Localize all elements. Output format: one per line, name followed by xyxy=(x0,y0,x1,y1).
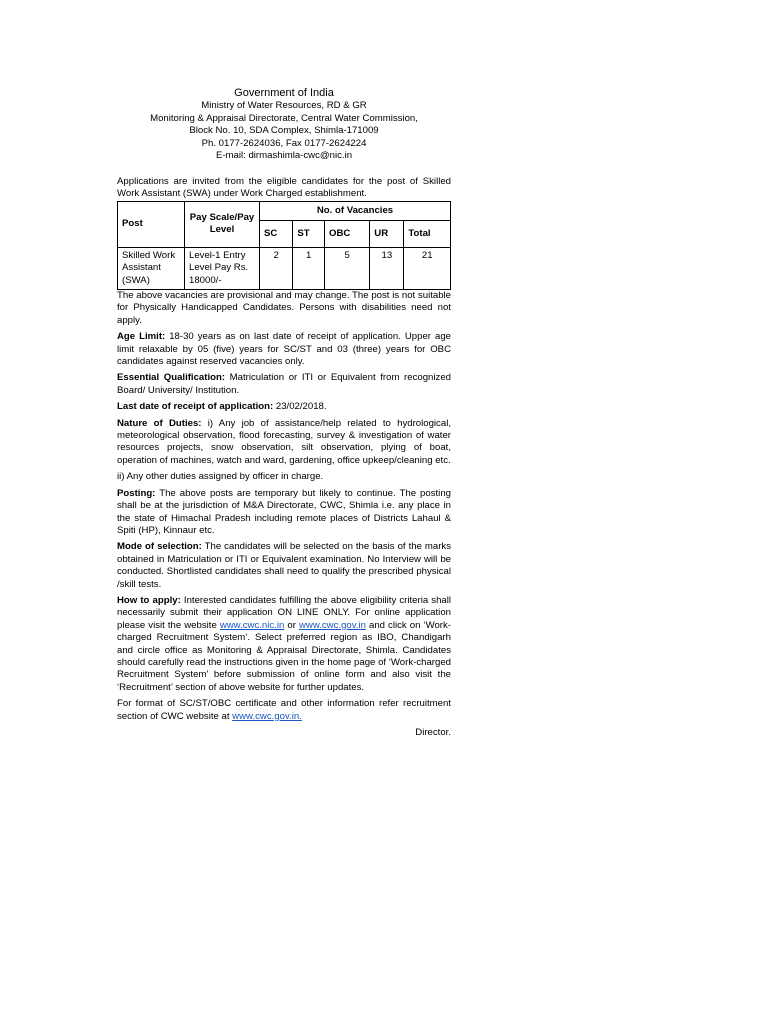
header-directorate: Monitoring & Appraisal Directorate, Central Water Commission, xyxy=(150,112,418,124)
apply-label: How to apply: xyxy=(117,594,181,606)
posting-label: Posting: xyxy=(117,487,156,499)
last-date-paragraph xyxy=(117,401,451,413)
selection-label: Mode of selection: xyxy=(117,541,202,553)
cell-pay: Level-1 Entry Level Pay Rs. 18000/- xyxy=(185,247,260,289)
qualification-label: Essential Qualification: xyxy=(117,372,226,384)
table-header-row xyxy=(118,201,451,220)
header-address: Block No. 10, SDA Complex, Shimla-171009 xyxy=(189,125,379,137)
intro-text: Applications are invited from the eligible candidates for the post of Skilled Work Assistant (SWA) under Work Charged establishment. xyxy=(117,175,451,200)
header-phone: Ph. 0177-2624036, Fax 0177-2624224 xyxy=(201,137,367,149)
signature: Director. xyxy=(415,727,451,738)
col-st: ST xyxy=(293,220,325,247)
col-sc: SC xyxy=(260,220,293,247)
apply-text-3: and click on ‘Work-charged Recruitment System’. Select preferred region as IBO, Chandigarh and circle office as Monitoring & Appraisal Directorate, Shimla. Candidates should carefully read the instructions given in the home page of ‘Work-charged Recruitment System’ before submission of online form and also visit the ‘Recruitment’ section of above website for further updates. xyxy=(117,619,451,693)
col-ur: UR xyxy=(370,220,404,247)
apply-text-2: or xyxy=(284,619,299,631)
note-paragraph: The above vacancies are provisional and may change. The post is not suitable for Physically Handicapped Candidates. Persons with disabilities need not apply. xyxy=(117,290,451,326)
header-government: Government of India xyxy=(234,87,334,99)
qualification-text: Matriculation or ITI or Equivalent from recognized Board/ University/ Institution. xyxy=(117,372,451,396)
col-obc: OBC xyxy=(325,220,370,247)
letterhead xyxy=(117,86,451,163)
notice-body xyxy=(117,86,451,739)
posting-paragraph xyxy=(117,488,451,538)
cell-st: 1 xyxy=(293,247,325,289)
duties-paragraph xyxy=(117,418,451,468)
col-post: Post xyxy=(118,201,185,247)
apply-paragraph xyxy=(117,595,451,694)
col-pay: Pay Scale/Pay Level xyxy=(185,201,260,247)
format-text: For format of SC/ST/OBC certificate and other information refer recruitment section of CWC website at xyxy=(117,698,451,722)
cell-ur: 13 xyxy=(370,247,404,289)
cell-sc: 2 xyxy=(260,247,293,289)
duties-text: i) Any job of assistance/help related to hydrological, meteorological observation, flood forecasting, survey & investigation of water resources projects, snow observation, silt observation, plying of boat, operation of machines, watch and ward, gardening, office upkeep/cleaning etc. xyxy=(117,417,451,466)
table-row xyxy=(118,247,451,289)
header-email: E-mail: dirmashimla-cwc@nic.in xyxy=(215,150,353,162)
last-date-label: Last date of receipt of application: xyxy=(117,401,274,413)
age-text: 18-30 years as on last date of receipt of application. Upper age limit relaxable by 05 (five) years for SC/ST and 03 (three) years for OBC candidates against reserved vacancies only. xyxy=(117,331,452,368)
qualification-paragraph xyxy=(117,372,451,397)
apply-text-1: Interested candidates fulfilling the above eligibility criteria shall necessarily submit their application ON LINE ONLY. For online application please visit the website xyxy=(117,594,452,631)
cell-post: Skilled Work Assistant (SWA) xyxy=(118,247,185,289)
format-paragraph xyxy=(117,698,451,723)
selection-text: The candidates will be selected on the basis of the marks obtained in Matriculation or ITI or Equivalent examination. No Interview will be conducted. Shortlisted candidates shall need to qualify the prescribed physical /skill tests. xyxy=(117,541,452,590)
selection-paragraph xyxy=(117,541,451,591)
cwc-nic-link[interactable]: www.cwc.nic.in xyxy=(219,619,285,631)
cwc-gov-link-2[interactable]: www.cwc.gov.in. xyxy=(232,710,302,722)
last-date-text: 23/02/2018. xyxy=(273,401,327,413)
vacancy-table xyxy=(117,201,451,290)
duties-label: Nature of Duties: xyxy=(117,417,202,429)
cwc-gov-link[interactable]: www.cwc.gov.in xyxy=(298,619,366,631)
col-vacancies: No. of Vacancies xyxy=(260,201,451,220)
age-paragraph xyxy=(117,331,451,368)
cell-obc: 5 xyxy=(325,247,370,289)
age-label: Age Limit: xyxy=(117,331,166,343)
duties-other-paragraph: ii) Any other duties assigned by officer in charge. xyxy=(117,471,324,483)
col-total: Total xyxy=(404,220,451,247)
cell-total: 21 xyxy=(404,247,451,289)
header-ministry: Ministry of Water Resources, RD & GR xyxy=(201,100,367,111)
posting-text: The above posts are temporary but likely to continue. The posting shall be at the jurisdiction of M&A Directorate, CWC, Shimla i.e. any place in the state of Himachal Pradesh including remote places of Districts Lahaul & Spiti (HP), Kinnaur etc. xyxy=(117,487,451,536)
